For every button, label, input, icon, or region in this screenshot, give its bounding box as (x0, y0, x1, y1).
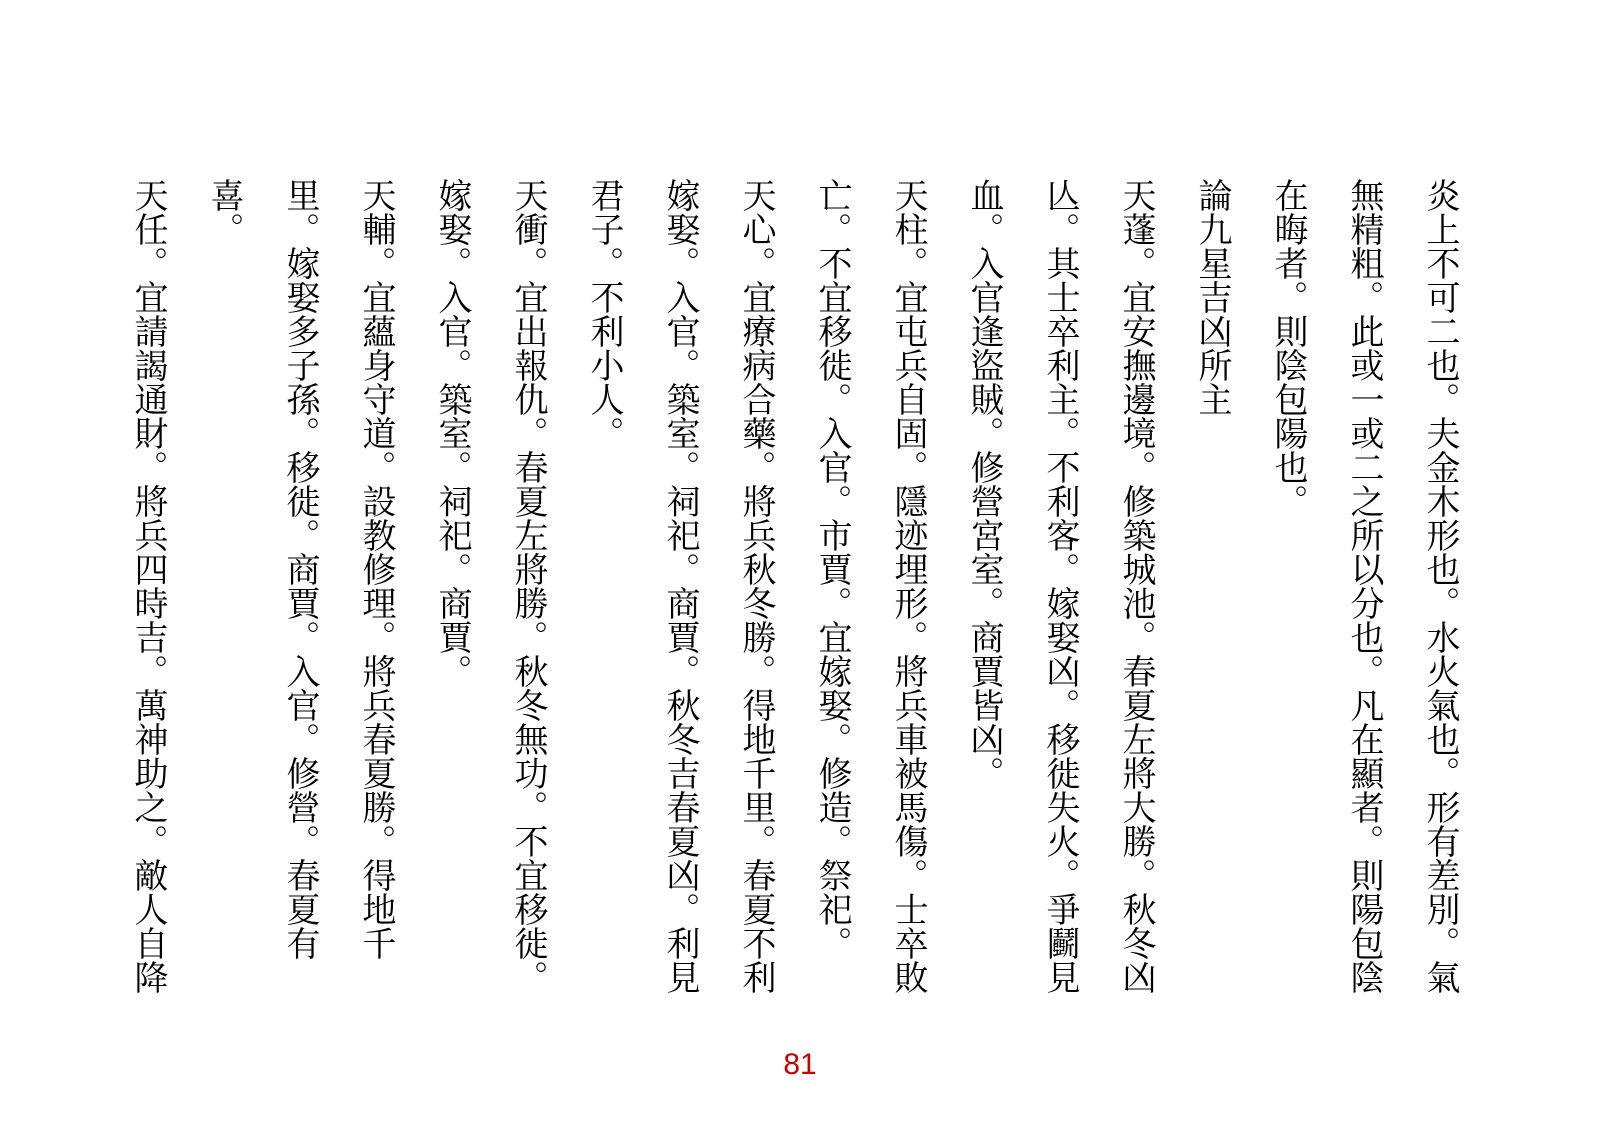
text-column: 亡。不宜移徙。入官。市賈。宜嫁娶。修造。祭祀。 (812, 178, 852, 960)
text-column: 血。入官逢盜賊。修營宮室。商賈皆凶。 (964, 178, 1004, 790)
text-column: 天心。宜療病合藥。將兵秋冬勝。得地千里。春夏不利 (736, 178, 776, 994)
text-column: 天柱。宜屯兵自固。隱迹埋形。將兵車被馬傷。士卒敗 (888, 178, 928, 994)
text-column: 嫁娶。入官。築室。祠祀。商賈。秋冬吉春夏凶。利見 (660, 178, 700, 994)
text-column: 嫁娶。入官。築室。祠祀。商賈。 (432, 178, 472, 688)
text-column: 亾。其士卒利主。不利客。嫁娶凶。移徙失火。爭鬬見 (1040, 178, 1080, 994)
text-column: 天衝。宜出報仇。春夏左將勝。秋冬無功。不宜移徙。 (508, 178, 548, 994)
text-column: 天蓬。宜安撫邊境。修築城池。春夏左將大勝。秋冬凶 (1116, 178, 1156, 994)
text-column: 里。嫁娶多子孫。移徙。商賈。入官。修營。春夏有 (280, 178, 320, 960)
text-column: 無精粗。此或一或二之所以分也。凡在顯者。則陽包陰 (1344, 178, 1384, 994)
text-column: 天輔。宜蘊身守道。設教修理。將兵春夏勝。得地千 (356, 178, 396, 960)
vertical-text-block (110, 178, 1478, 1008)
text-column: 君子。不利小人。 (584, 178, 624, 450)
text-column: 天任。宜請謁通財。將兵四時吉。萬神助之。敵人自降 (128, 178, 168, 994)
section-heading: 論九星吉凶所主 (1192, 178, 1232, 416)
page-number: 81 (783, 1048, 817, 1081)
text-column: 喜。 (204, 178, 244, 246)
text-column: 炎上不可二也。夫金木形也。水火氣也。形有差別。氣 (1420, 178, 1460, 994)
text-column: 在晦者。則陰包陽也。 (1268, 178, 1308, 518)
